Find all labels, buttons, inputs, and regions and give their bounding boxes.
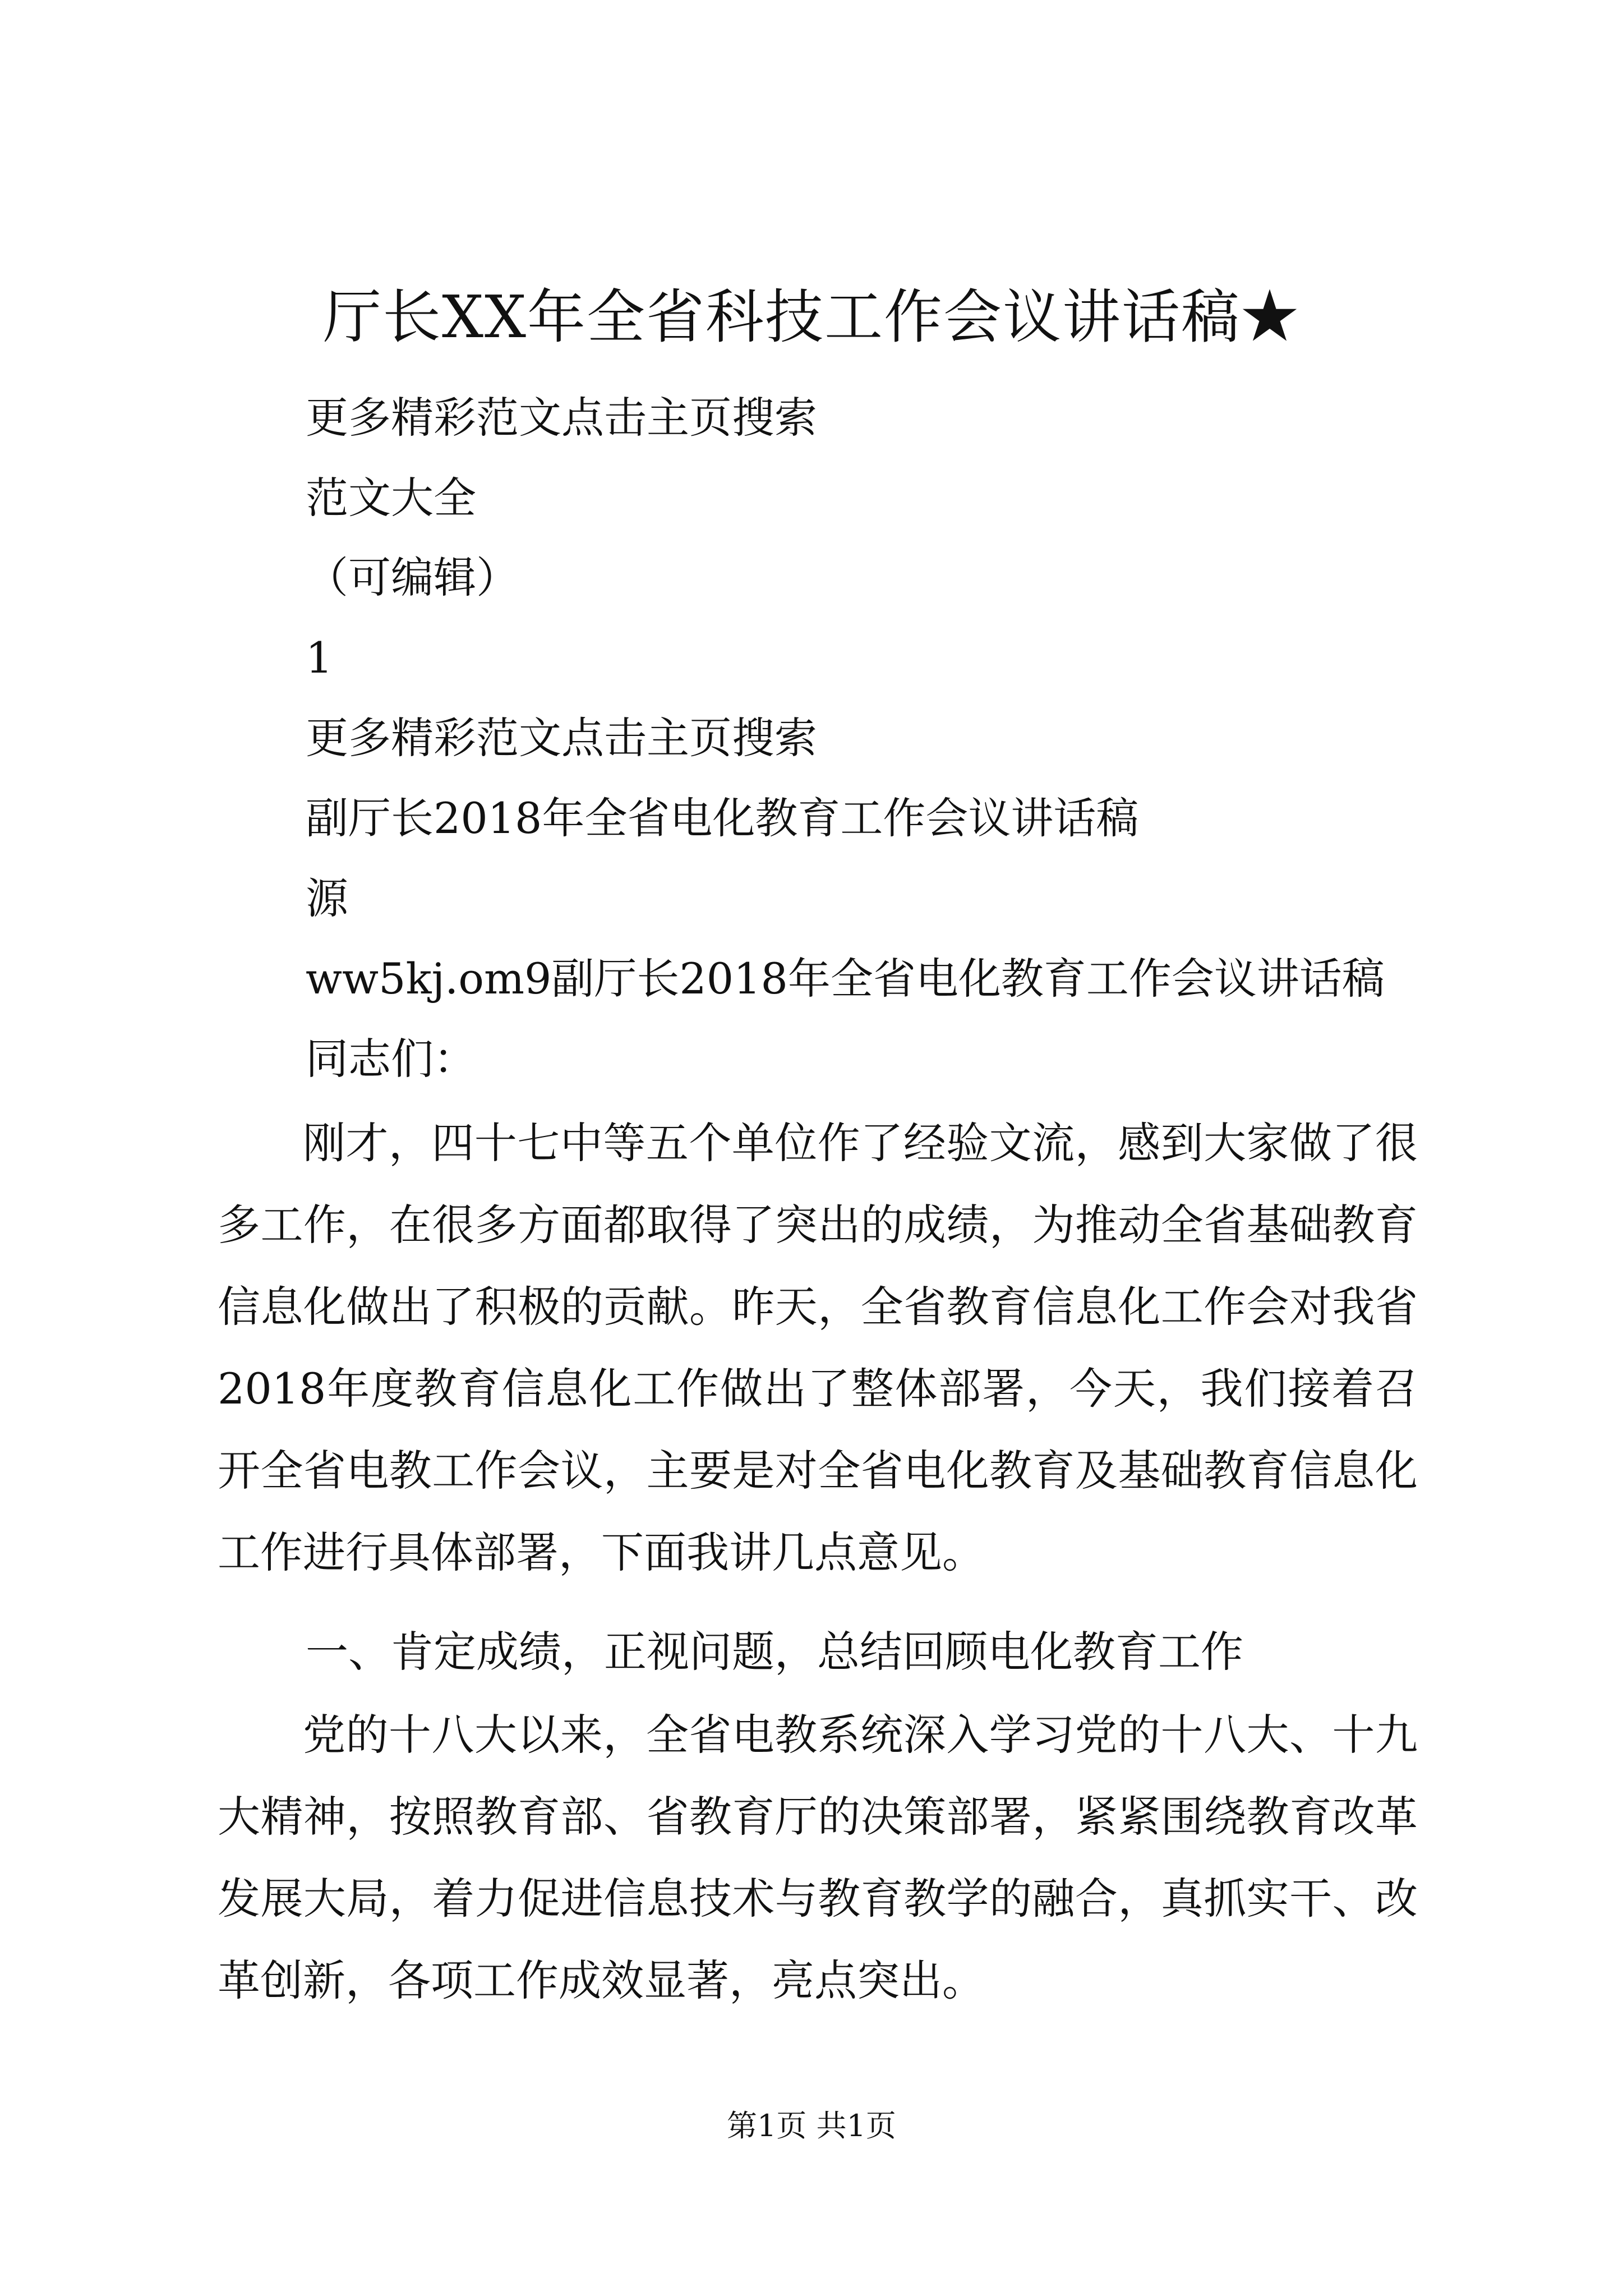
header-line-more-essays-2: 更多精彩范文点击主页搜索 (306, 713, 817, 763)
section-heading-1: 一、肯定成绩，正视问题，总结回顾电化教育工作 (306, 1627, 1243, 1677)
header-line-number: 1 (306, 633, 333, 683)
paragraph-section-1: 党的十八大以来，全省电教系统深入学习党的十八大、十九大精神，按照教育部、省教育厅的决策部署，紧紧围绕教育改革发展大局，着力促进信息技术与教育教学的融合，真抓实干、改革创新，各项工作成效显著，亮点突出。 (218, 1710, 1418, 2005)
header-line-more-essays: 更多精彩范文点击主页搜索 (306, 393, 817, 443)
header-line-editable: （可编辑） (306, 553, 519, 602)
page-footer: 第1页 共1页 (727, 2108, 896, 2143)
salutation: 同志们： (306, 1034, 476, 1084)
source-line: ww5kj.om9副厅长2018年全省电化教育工作会议讲话稿 (306, 954, 1385, 1004)
header-line-essay-collection: 范文大全 (306, 473, 476, 523)
paragraph-intro: 刚才，四十七中等五个单位作了经验文流，感到大家做了很多工作，在很多方面都取得了突出的成绩，为推动全省基础教育信息化做出了积极的贡献。昨天，全省教育信息化工作会对我省2018年度教育信息化工作做出了整体部署，今天，我们接着召开全省电教工作会议，主要是对全省电化教育及基础教育信息化工作进行具体部署，下面我讲几点意见。 (218, 1118, 1418, 1577)
speech-subtitle: 副厅长2018年全省电化教育工作会议讲话稿 (306, 793, 1139, 843)
document-title: 厅长XX年全省科技工作会议讲话稿★ (322, 283, 1301, 351)
source-label: 源 (306, 873, 348, 923)
